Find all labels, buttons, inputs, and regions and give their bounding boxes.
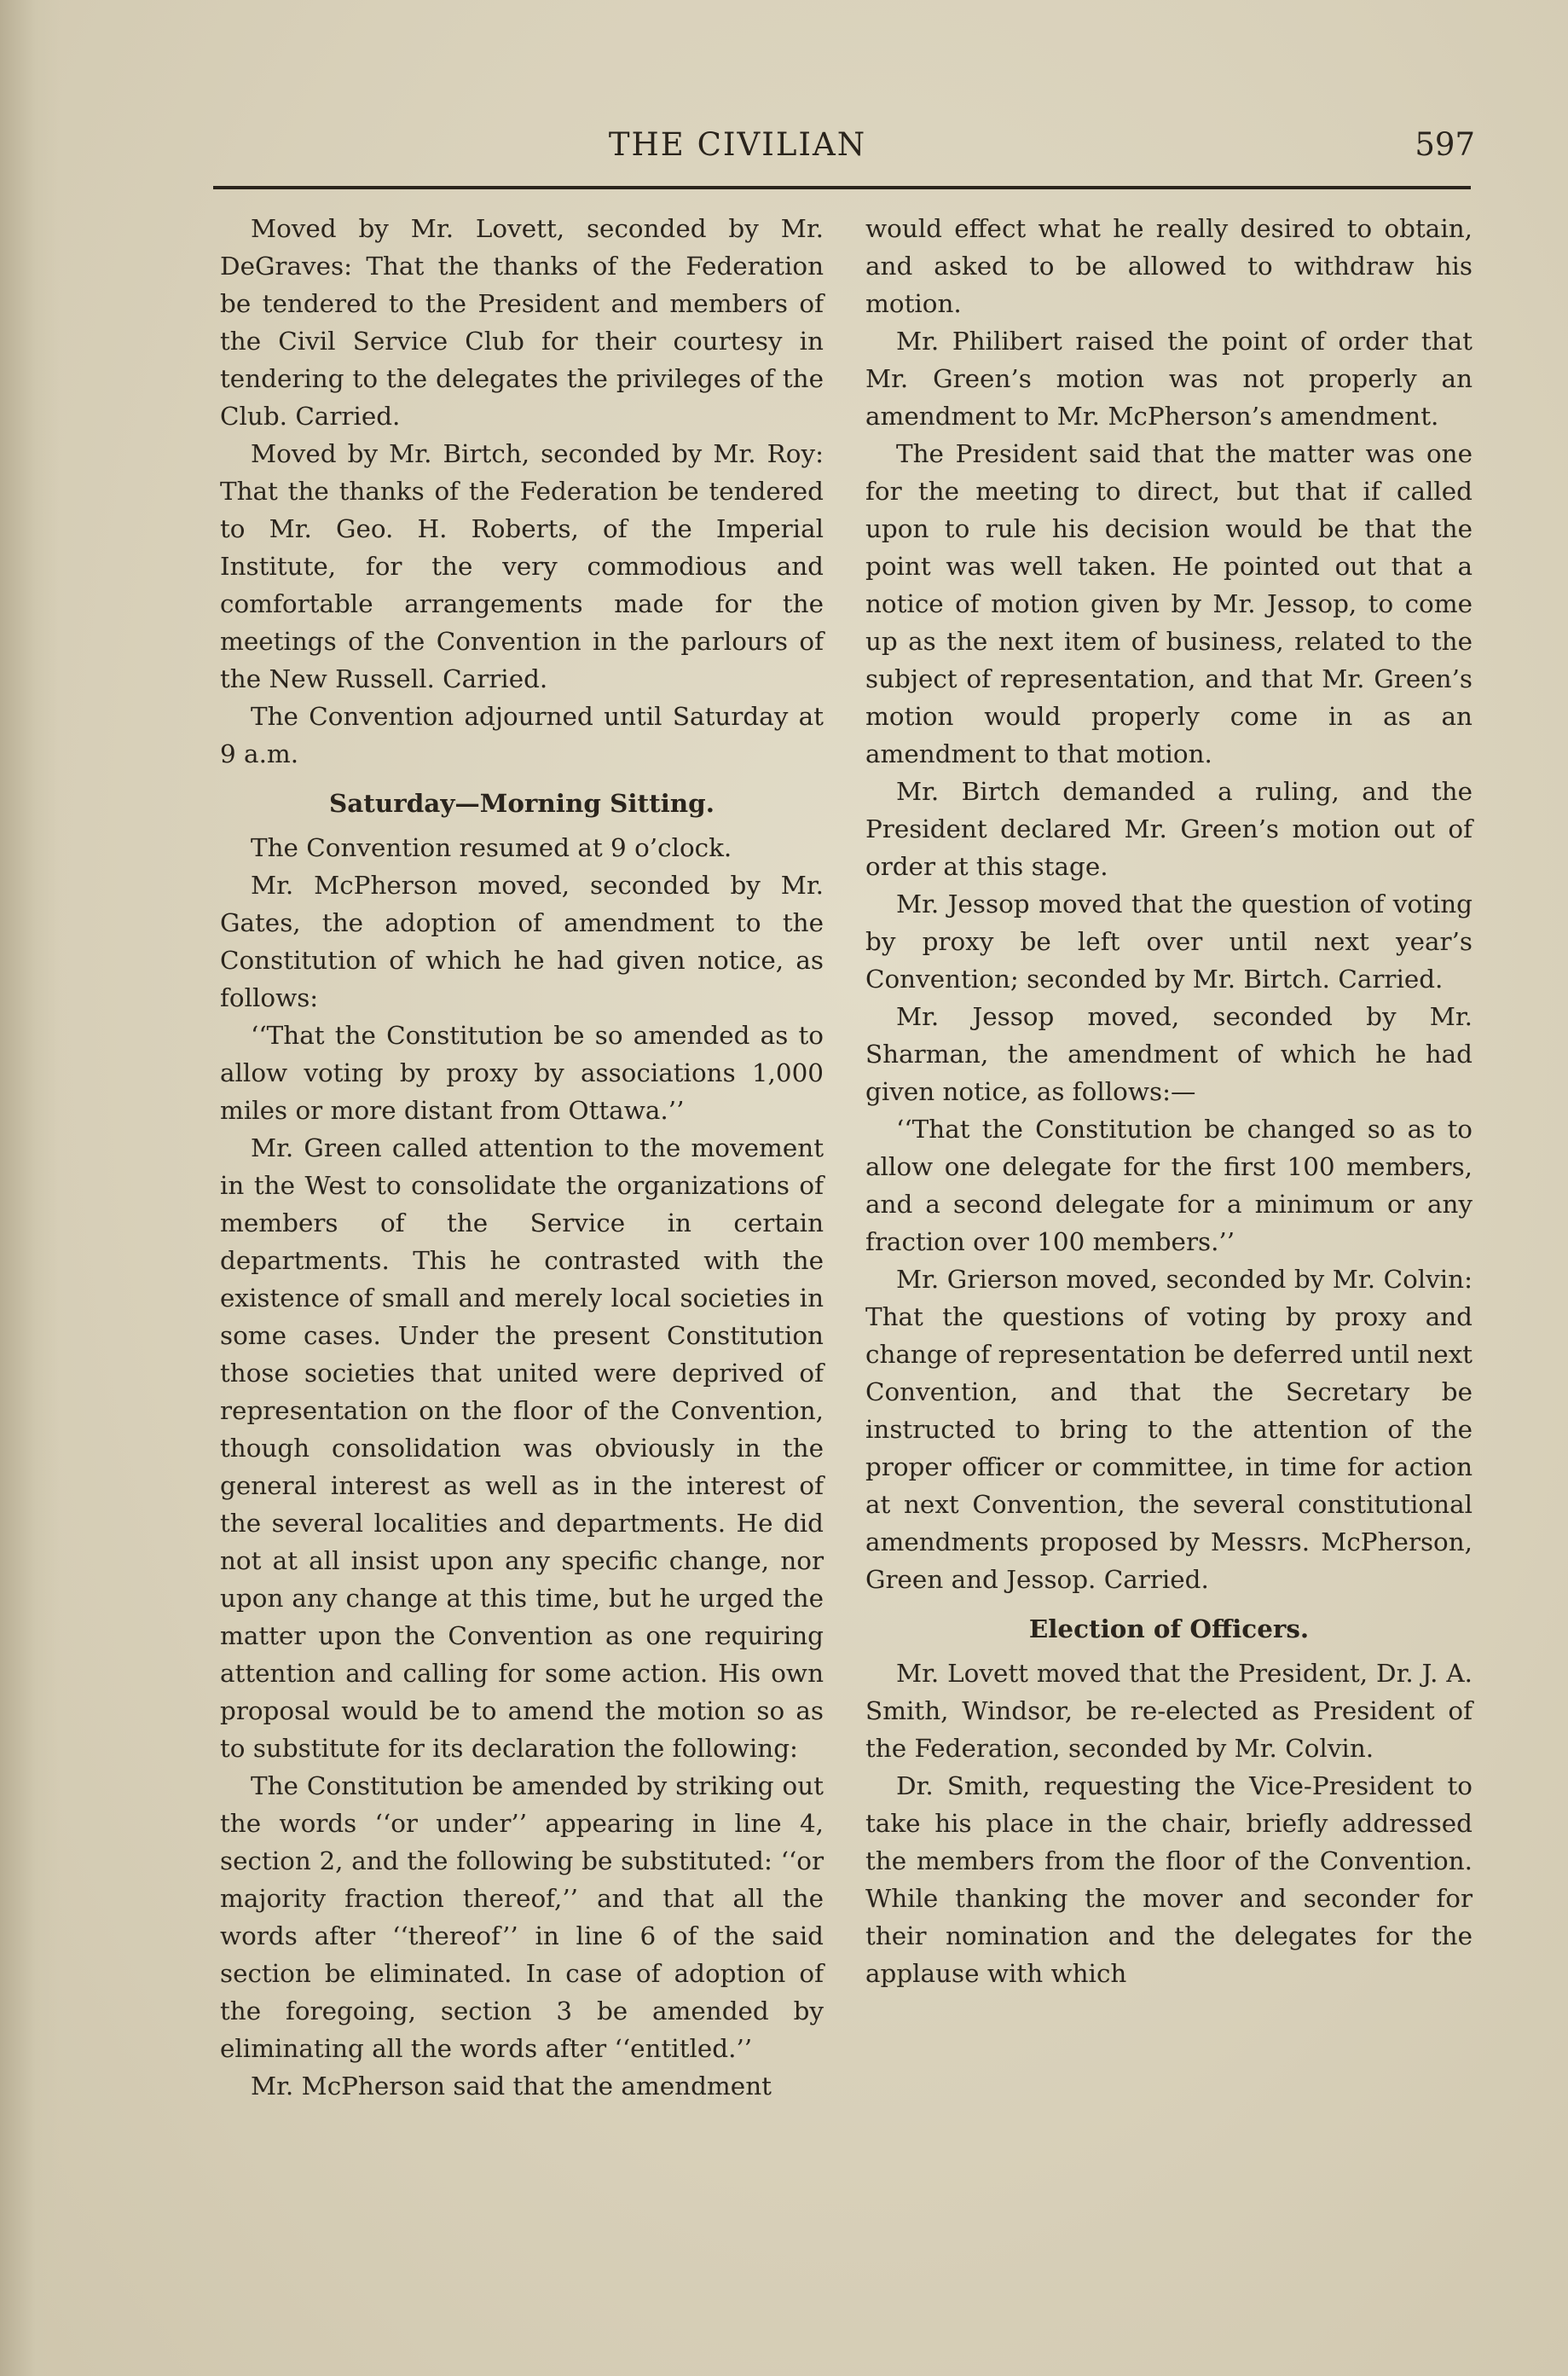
right-column <box>865 210 1473 1992</box>
paragraph: Mr. McPherson moved, seconded by Mr. Gates, the adoption of amendment to the Constitution of which he had given notice, as follows: <box>220 871 824 1012</box>
left-column <box>220 210 824 2105</box>
paragraph: Mr. Green called attention to the movement in the West to consolidate the organizations of members of the Service in certain departments. This he contrasted with the existence of small and merely local societies in some cases. Under the present Constitution those societies that united were deprived of representation on the floor of the Convention, though consolidation was obviously in the general interest as well as in the interest of the several localities and departments. He did not at all insist upon any specific change, nor upon any change at this time, but he urged the matter upon the Convention as one requiring attention and calling for some action. His own proposal would be to amend the motion so as to substitute for its declaration the following: <box>220 1133 824 1763</box>
paragraph: The Convention resumed at 9 o’clock. <box>251 833 732 862</box>
quoted-amendment: ‘‘That the Constitution be changed so as to allow one delegate for the first 100 members, and a second delegate for a minimum or any fraction over 100 members.’’ <box>865 1115 1473 1256</box>
paragraph: Mr. McPherson said that the amendment <box>251 2072 772 2101</box>
running-title: THE CIVILIAN <box>608 126 867 163</box>
paragraph-continued: would effect what he really desired to obtain, and asked to be allowed to withdraw his motion. <box>865 214 1473 318</box>
quoted-amendment: ‘‘That the Constitution be so amended as to allow voting by proxy by associations 1,000 miles or more distant from Ottawa.’’ <box>220 1021 824 1125</box>
paragraph: Mr. Jessop moved, seconded by Mr. Sharman, the amendment of which he had given notice, as follows:— <box>865 1002 1473 1106</box>
paragraph: Mr. Lovett moved that the President, Dr. J. A. Smith, Windsor, be re-elected as President of the Federation, seconded by Mr. Colvin. <box>865 1659 1473 1763</box>
paragraph: The President said that the matter was one for the meeting to direct, but that if called upon to rule his decision would be that the point was well taken. He pointed out that a notice of motion given by Mr. Jessop, to come up as the next item of business, related to the subject of representation, and that Mr. Green’s motion would properly come in as an amendment to that motion. <box>865 439 1473 768</box>
header-rule <box>213 186 1471 189</box>
paragraph: Mr. Jessop moved that the question of voting by proxy be left over until next year’s Convention; seconded by Mr. Birtch. Carried. <box>865 890 1473 994</box>
paragraph: The Convention adjourned until Saturday at 9 a.m. <box>220 702 824 768</box>
paragraph: Moved by Mr. Birtch, seconded by Mr. Roy: That the thanks of the Federation be tendered to Mr. Geo. H. Roberts, of the Imperial Institute, for the very commodious and comfortable arrangements made for the meetings of the Convention in the parlours of the New Russell. Carried. <box>220 439 824 693</box>
paragraph: Mr. Grierson moved, seconded by Mr. Colvin: That the questions of voting by proxy and change of representation be deferred until next Convention, and that the Secretary be instructed to bring to the attention of the proper officer or committee, in time for action at next Convention, the several constitutional amendments proposed by Messrs. McPherson, Green and Jessop. Carried. <box>865 1265 1473 1594</box>
section-heading: Election of Officers. <box>1028 1614 1310 1643</box>
page-number: 597 <box>1415 126 1475 163</box>
binding-shadow <box>0 0 60 2376</box>
paragraph: Dr. Smith, requesting the Vice-President to take his place in the chair, briefly addressed the members from the floor of the Convention. While thanking the mover and seconder for their nomination and the delegates for the applause with which <box>865 1771 1473 1988</box>
paragraph: The Constitution be amended by striking out the words ‘‘or under’’ appearing in line 4, section 2, and the following be substituted: ‘‘or majority fraction thereof,’’ and that all the words after ‘‘thereof’’ in line 6 of the said section be eliminated. In case of adoption of the foregoing, section 3 be amended by eliminating all the words after ‘‘entitled.’’ <box>220 1771 824 2063</box>
paragraph: Mr. Birtch demanded a ruling, and the President declared Mr. Green’s motion out of order at this stage. <box>865 777 1473 881</box>
section-heading: Saturday—Morning Sitting. <box>329 788 715 818</box>
paragraph: Mr. Philibert raised the point of order that Mr. Green’s motion was not properly an amendment to Mr. McPherson’s amendment. <box>865 327 1473 431</box>
page-header <box>213 126 1475 169</box>
paragraph: Moved by Mr. Lovett, seconded by Mr. DeGraves: That the thanks of the Federation be tendered to the President and members of the Civil Service Club for their courtesy in tendering to the delegates the privileges of the Club. Carried. <box>220 214 824 431</box>
